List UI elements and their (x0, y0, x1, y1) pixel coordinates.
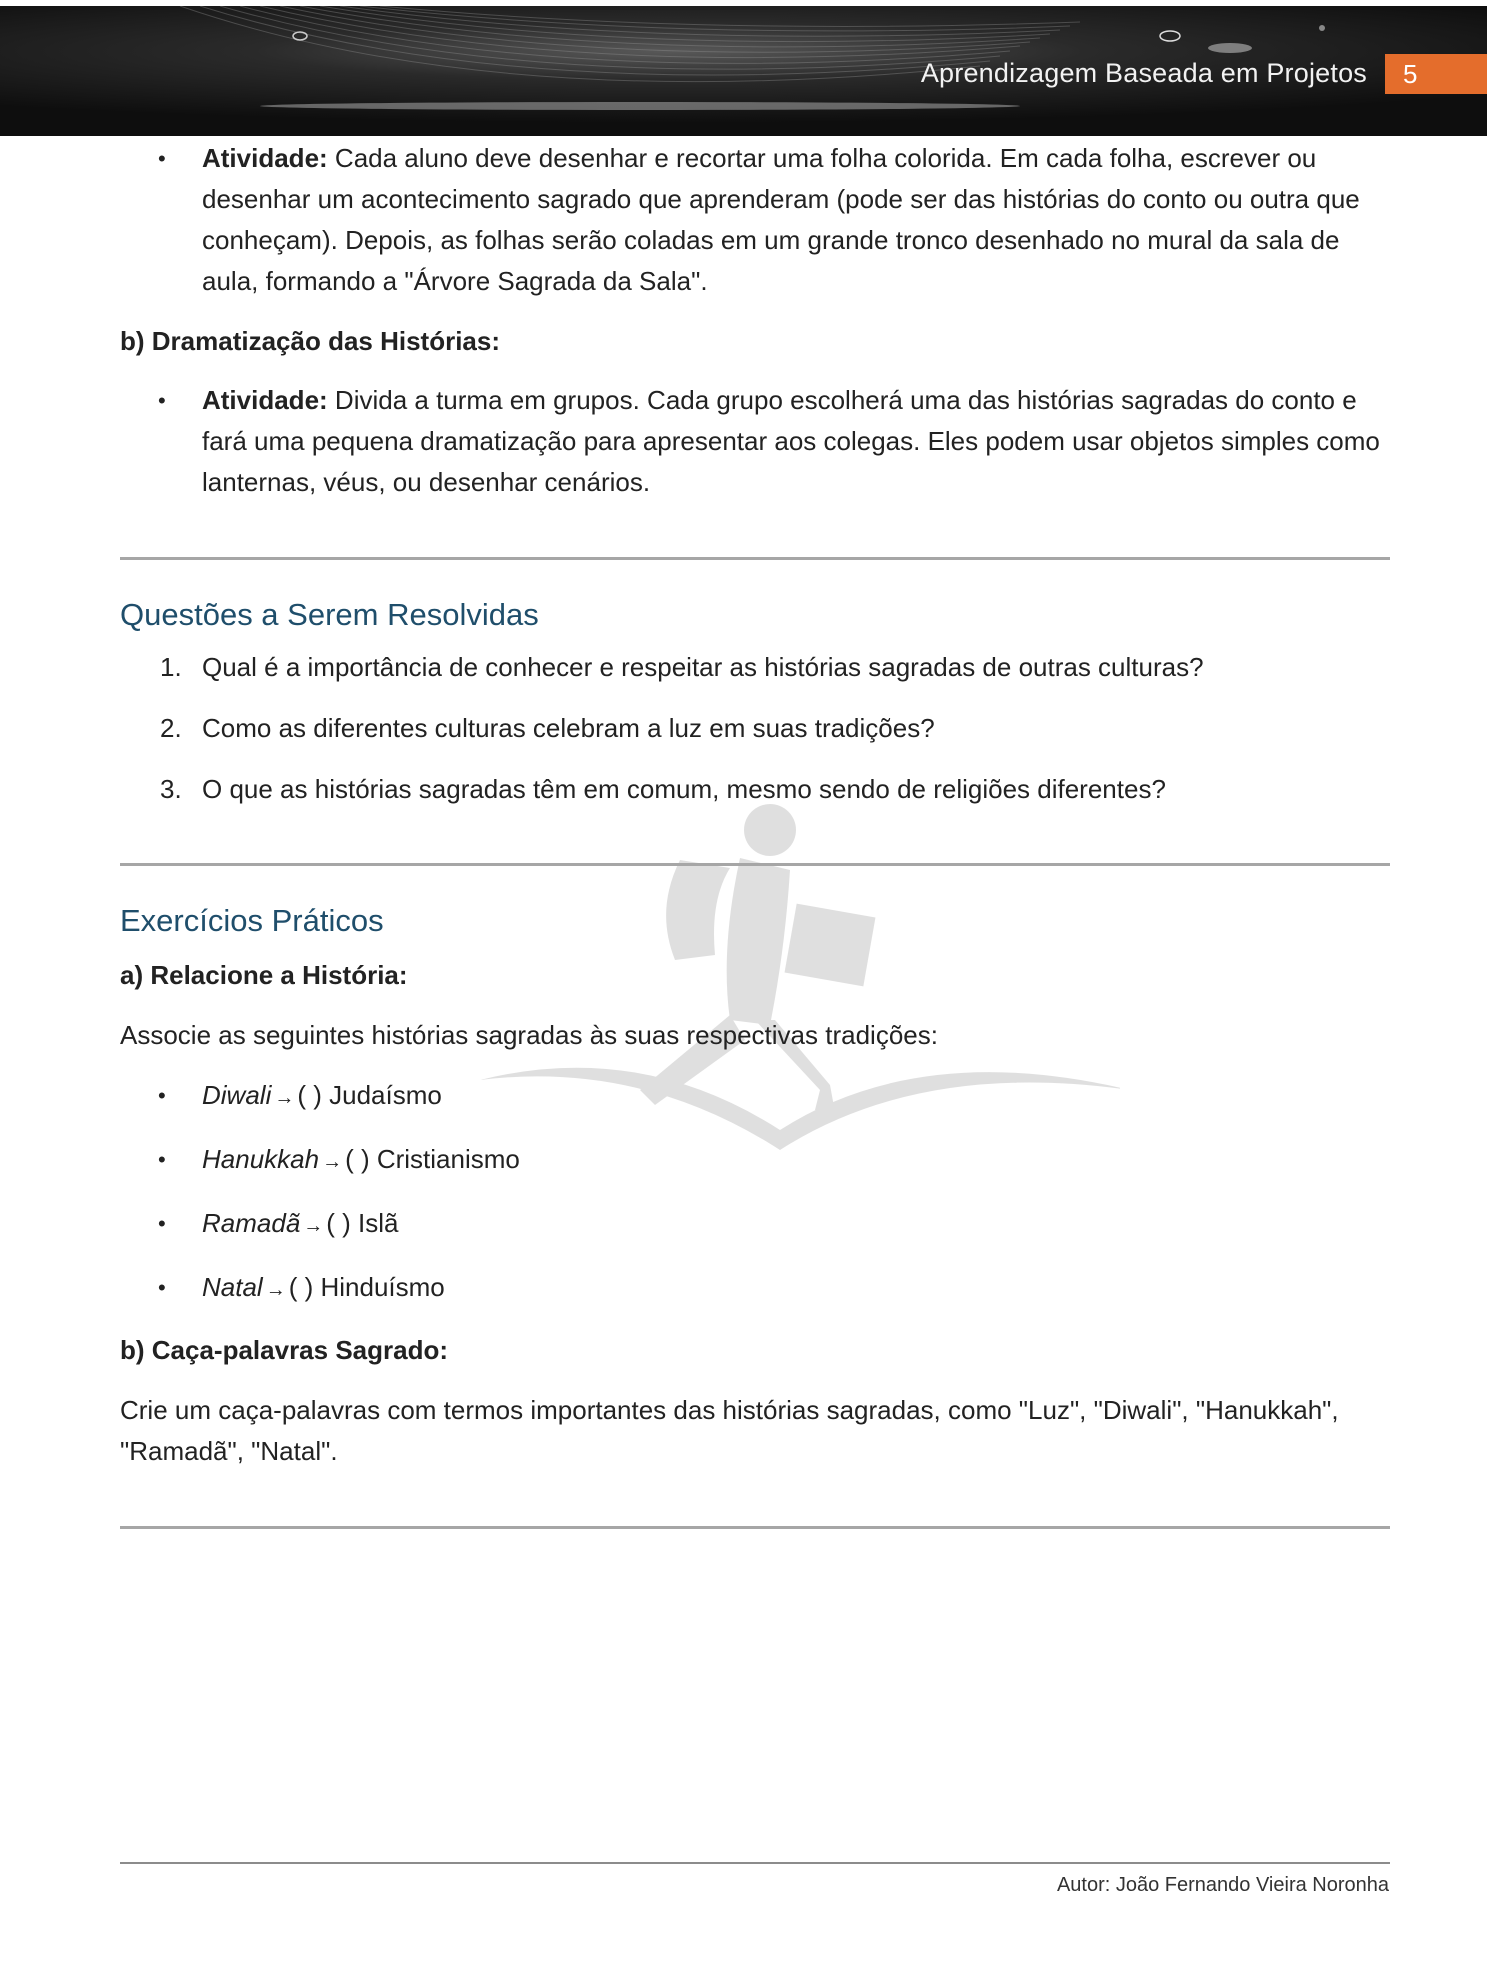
dramatizacao-heading: b) Dramatização das Histórias: (120, 326, 501, 356)
header-title: Aprendizagem Baseada em Projetos (920, 58, 1367, 88)
exercicios-title: Exercícios Práticos (120, 903, 384, 938)
arrow-icon: → (265, 1279, 286, 1301)
questao-item (160, 769, 1390, 810)
footer-divider (120, 1862, 1390, 1864)
story-name: Ramadã (202, 1208, 301, 1238)
section-divider (120, 557, 1390, 560)
relacione-heading: a) Relacione a História: (120, 960, 408, 990)
story-name: Hanukkah (202, 1144, 320, 1174)
questao-text: O que as histórias sagradas têm em comum, mesmo sendo de religiões diferentes? (202, 774, 1166, 804)
page-number-badge: 5 (1385, 54, 1487, 94)
questao-text: Qual é a importância de conhecer e respeitar as histórias sagradas de outras culturas? (202, 652, 1204, 682)
dramatizacao-lead: Atividade: (202, 385, 328, 415)
activity-a-item (202, 138, 1390, 302)
dramatizacao-item (202, 380, 1390, 503)
tradition-option: ( ) Cristianismo (345, 1144, 520, 1174)
questoes-title: Questões a Serem Resolvidas (120, 597, 539, 632)
footer-author: Autor: João Fernando Vieira Noronha (1056, 1874, 1389, 1896)
activity-a-list (120, 138, 1390, 302)
relacione-item (202, 1139, 1390, 1183)
activity-a-text: Cada aluno deve desenhar e recortar uma folha colorida. Em cada folha, escrever ou desenhar um acontecimento sagrado que aprenderam (pode ser das histórias do conto ou outra que conheçam). Depois, as folhas serão coladas em um grande tronco desenhado no mural da sala de aula, formando a "Árvore Sagrada da Sala". (202, 143, 1360, 296)
tradition-option: ( ) Judaísmo (297, 1080, 442, 1110)
activity-a-lead: Atividade: (202, 143, 328, 173)
dramatizacao-list (120, 380, 1390, 503)
relacione-item (202, 1203, 1390, 1247)
questoes-list (120, 647, 1390, 810)
arrow-icon: → (322, 1151, 343, 1173)
tradition-option: ( ) Hinduísmo (288, 1272, 445, 1302)
arrow-icon: → (303, 1215, 324, 1237)
relacione-instruction: Associe as seguintes histórias sagradas às suas respectivas tradições: (120, 1020, 938, 1050)
arrow-icon: → (274, 1087, 295, 1109)
questao-number: 2. (160, 713, 182, 743)
header-banner (0, 6, 1487, 136)
relacione-item (202, 1267, 1390, 1311)
questao-item (160, 708, 1390, 749)
section-divider (120, 863, 1390, 866)
caca-text: Crie um caça-palavras com termos importantes das histórias sagradas, como "Luz", "Diwali", "Hanukkah", "Ramadã", "Natal". (120, 1395, 1339, 1466)
caca-heading: b) Caça-palavras Sagrado: (120, 1335, 449, 1365)
questao-item (160, 647, 1390, 688)
relacione-item (202, 1075, 1390, 1119)
dramatizacao-text: Divida a turma em grupos. Cada grupo escolherá uma das histórias sagradas do conto e fará uma pequena dramatização para apresentar aos colegas. Eles podem usar objetos simples como lanternas, véus, ou desenhar cenários. (202, 385, 1380, 497)
questao-number: 3. (160, 774, 182, 804)
document-body (120, 138, 1390, 1529)
story-name: Diwali (202, 1080, 272, 1110)
story-name: Natal (202, 1272, 263, 1302)
tradition-option: ( ) Islã (326, 1208, 399, 1238)
section-divider (120, 1526, 1390, 1529)
relacione-list (120, 1075, 1390, 1311)
questao-number: 1. (160, 652, 182, 682)
questao-text: Como as diferentes culturas celebram a luz em suas tradições? (202, 713, 935, 743)
